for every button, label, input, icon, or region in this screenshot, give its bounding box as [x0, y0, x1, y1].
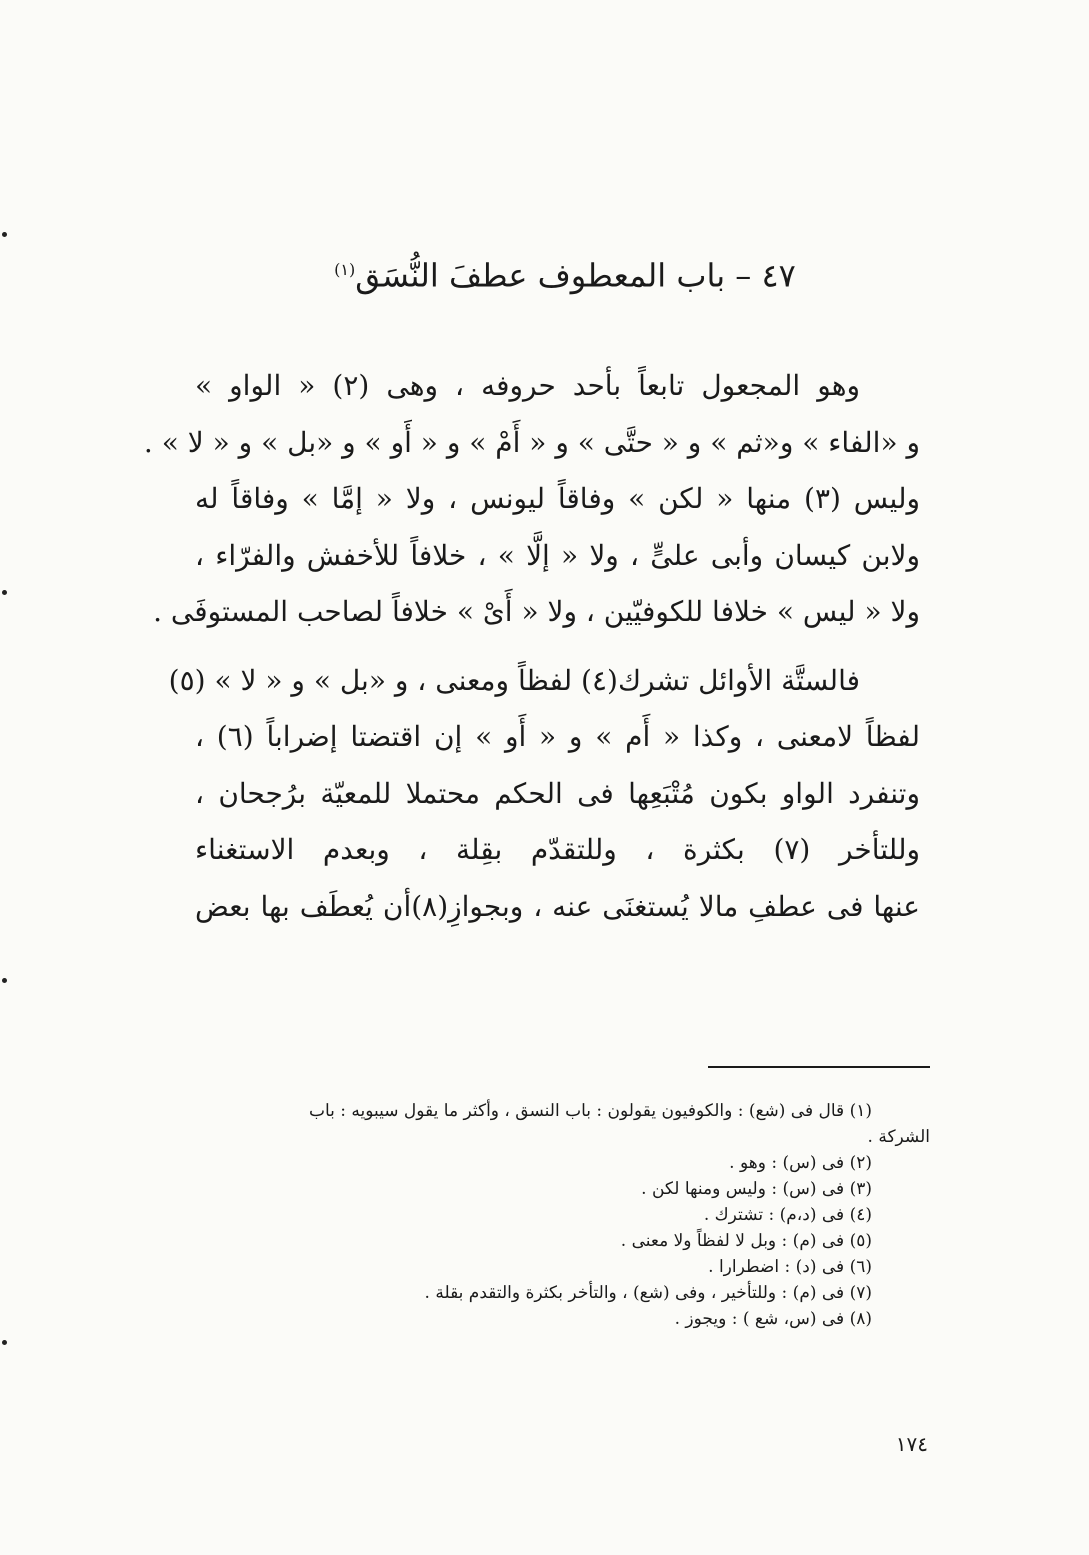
- footnote-continuation: الشركة .: [867, 1127, 930, 1147]
- footnote-text: فى (م) : وللتأخير ، وفى (شع) ، والتأخر بكثرة والتقدم بقلة .: [424, 1283, 845, 1303]
- footnote-text: فى (د) : اضطرارا .: [708, 1257, 845, 1277]
- text-line: ولا « ليس » خلافا للكوفيّين ، ولا « أَىْ » خلافاً لصاحب المستوفَى .: [153, 595, 920, 628]
- scan-mark: [2, 590, 7, 595]
- body-text: [143, 358, 921, 935]
- footnote-2: [195, 1150, 930, 1176]
- footnote-label: (٧): [849, 1283, 872, 1303]
- chapter-heading-text: ٤٧ – باب المعطوف عطفَ النُّسَق: [355, 256, 796, 295]
- text-line: وتنفرد الواو بكون مُتْبَعِها فى الحكم محتملا للمعيّة برُجحان ،: [195, 776, 920, 810]
- paragraph-1: [143, 358, 920, 641]
- footnote-text: فى (م) : وبل لا لفظاً ولا معنى .: [620, 1231, 845, 1251]
- text-line: لفظاً لامعنى ، وكذا « أَم » و « أَو » إن اقتضتا إضراباً (٦) ،: [195, 720, 920, 753]
- footnotes: [195, 1098, 930, 1332]
- text-line: وللتأخر (٧) بكثرة ، وللتقدّم بقِلة ، وبعدم الاستغناء: [195, 833, 921, 866]
- footnote-4: [195, 1202, 930, 1228]
- scan-mark: [2, 1340, 7, 1345]
- text-line: فالستَّة الأوائل تشرك(٤) لفظاً ومعنى ، و «بل » و « لا » (٥): [168, 663, 860, 697]
- scan-mark: [2, 232, 7, 237]
- footnote-6: [195, 1254, 930, 1280]
- footnote-3: [195, 1176, 930, 1202]
- heading-footnote-ref: (١): [334, 260, 356, 279]
- footnote-text: فى (د،م) : تشترك .: [703, 1205, 845, 1225]
- text-line: و «الفاء » و«ثم » و « حتَّى » و « أَمْ » و « أَو » و «بل » و « لا » .: [143, 425, 920, 459]
- scan-mark: [2, 978, 7, 983]
- text-line: عنها فى عطفِ مالا يُستغنَى عنه ، وبجوازِ(٨)أن يُعطَف بها بعض: [195, 889, 920, 923]
- footnote-label: (٨): [849, 1309, 872, 1329]
- text-line: ولابن كيسان وأبى علىٍّ ، ولا « إلَّا » ، خلافاً للأخفش والفرّاء ،: [195, 538, 920, 572]
- footnote-text: فى (س) : وليس ومنها لكن .: [641, 1179, 845, 1199]
- page-number: ١٧٤: [895, 1432, 928, 1456]
- footnote-7: [195, 1280, 930, 1306]
- footnote-text: قال فى (شع) : والكوفيون يقولون : باب النسق ، وأكثر ما يقول سيبويه : باب: [308, 1101, 845, 1121]
- footnote-5: [195, 1228, 930, 1254]
- footnote-label: (٢): [849, 1153, 872, 1173]
- text-line: وليس (٣) منها « لكن » وفاقاً ليونس ، ولا « إمَّا » وفاقاً له: [195, 482, 920, 515]
- footnote-label: (١): [849, 1101, 872, 1121]
- footnote-text: فى (س، شع ) : ويجوز .: [674, 1309, 845, 1329]
- footnote-8: [195, 1306, 930, 1332]
- footnote-separator: [708, 1066, 930, 1068]
- footnote-label: (٣): [849, 1179, 872, 1199]
- footnote-1: [195, 1098, 930, 1150]
- footnote-label: (٥): [849, 1231, 872, 1251]
- paragraph-2: [168, 653, 921, 936]
- chapter-heading: [195, 240, 935, 306]
- footnote-text: فى (س) : وهو .: [729, 1153, 845, 1173]
- footnote-label: (٤): [849, 1205, 872, 1225]
- text-line: وهو المجعول تابعاً بأحد حروفه ، وهى (٢) « الواو »: [195, 369, 860, 402]
- footnote-label: (٦): [849, 1257, 872, 1277]
